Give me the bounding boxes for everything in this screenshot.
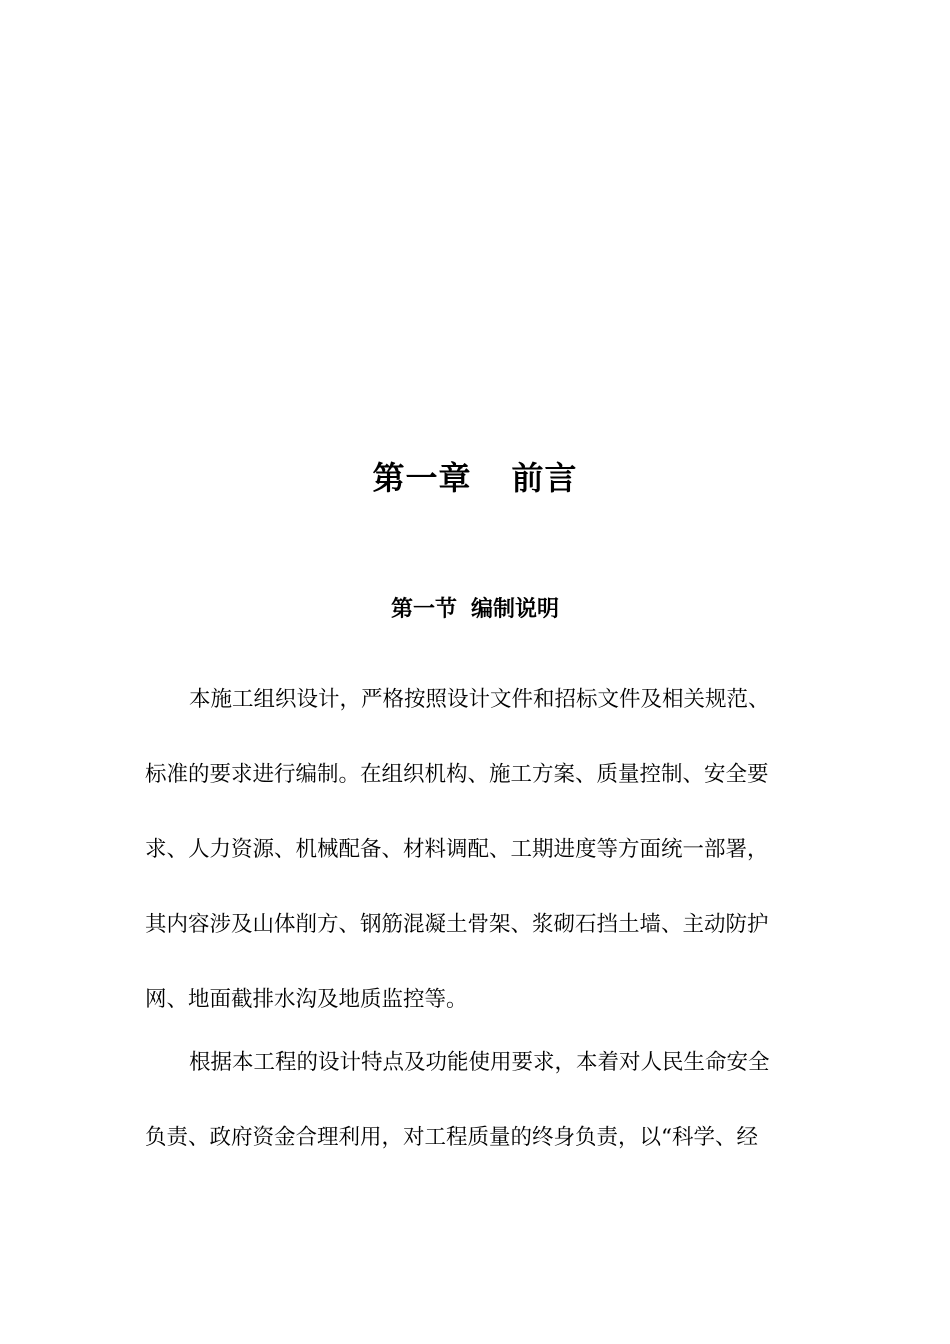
section-heading: [0, 592, 950, 626]
paragraph-line: 标准的要求进行编制。在组织机构、施工方案、质量控制、安全要: [145, 762, 769, 787]
paragraph-line: 负责、政府资金合理利用，对工程质量的终身负责，以“科学、经: [145, 1125, 758, 1150]
section-number: 第一节: [390, 596, 457, 622]
paragraph-line: 求、人力资源、机械配备、材料调配、工期进度等方面统一部署，: [145, 837, 769, 862]
paragraph-line: 根据本工程的设计特点及功能使用要求，本着对人民生命安全: [189, 1050, 770, 1075]
paragraph-line: 其内容涉及山体削方、钢筋混凝土骨架、浆砌石挡土墙、主动防护: [145, 912, 769, 937]
chapter-title-text: 前言: [511, 459, 578, 497]
paragraph-line: 本施工组织设计，严格按照设计文件和招标文件及相关规范、: [189, 687, 770, 712]
section-title-text: 编制说明: [471, 596, 560, 622]
paragraph-line: 网、地面截排水沟及地质监控等。: [145, 987, 468, 1012]
chapter-number: 第一章: [372, 459, 472, 497]
chapter-heading: [0, 456, 950, 500]
